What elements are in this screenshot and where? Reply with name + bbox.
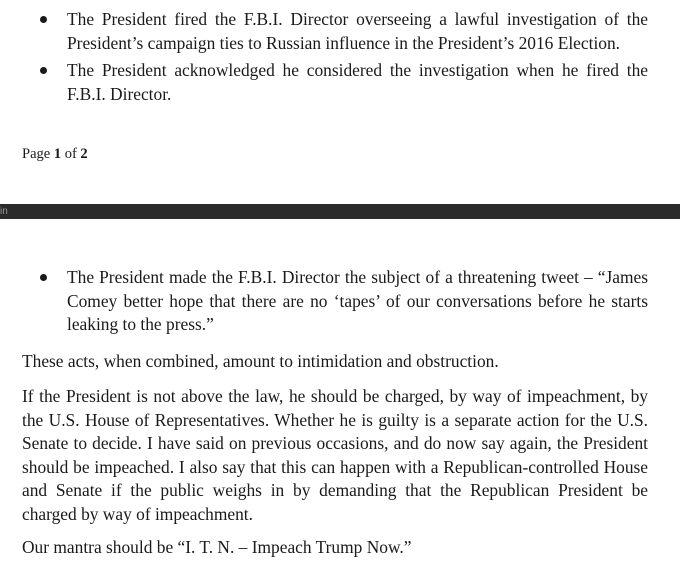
bullet-item xyxy=(0,266,668,337)
paragraph-conclusion: These acts, when combined, amount to intimidation and obstruction. xyxy=(22,351,499,371)
page-label: Page xyxy=(22,146,54,162)
document-page-1 xyxy=(0,0,680,204)
bullet-icon xyxy=(40,274,47,281)
page-separator-bar xyxy=(0,204,680,219)
bullet-item xyxy=(0,8,668,55)
page-number-footer xyxy=(22,145,88,163)
bullet-text: The President fired the F.B.I. Director overseeing a lawful investigation of the President’s campaign ties to Russian influence in the President’s 2016 Election. xyxy=(67,9,648,53)
bullet-text: The President made the F.B.I. Director the subject of a threatening tweet – “James Comey better hope that there are no ‘tapes’ of our conversations before he starts leaking to the press.” xyxy=(67,267,648,334)
paragraph-impeachment: If the President is not above the law, he should be charged, by way of impeachment, by the U.S. House of Representatives. Whether he is guilty is a separate action for the U.S. Senate to decide. I have said on previous occasions, and do now say again, the President should be impeached. I also say that this can happen with a Republican-controlled House and Senate if the public weighs in by demanding that the Republican President be charged by way of impeachment. xyxy=(22,386,648,524)
document-page-2 xyxy=(0,219,680,586)
bullet-icon xyxy=(40,16,47,23)
bullet-text: The President acknowledged he considered the investigation when he fired the F.B.I. Director. xyxy=(67,60,648,104)
bullet-list-page-1 xyxy=(0,8,668,106)
page-of-label: of xyxy=(61,146,81,162)
separator-edge-text: in xyxy=(0,206,8,217)
current-page-number: 1 xyxy=(53,146,62,162)
bullet-list-page-2 xyxy=(0,266,668,337)
paragraph-mantra: Our mantra should be “I. T. N. – Impeach Trump Now.” xyxy=(22,537,412,557)
bullet-item xyxy=(0,59,668,106)
total-page-number: 2 xyxy=(80,146,88,162)
bullet-icon xyxy=(40,67,47,74)
